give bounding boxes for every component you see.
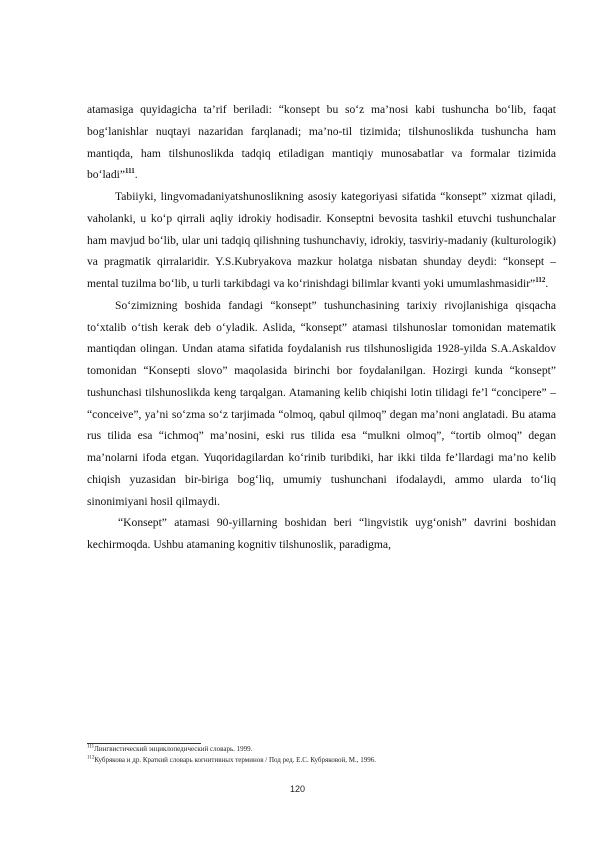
- paragraph-4: “Konsept” atamasi 90-yillarning boshidan beri “lingvistik uyg‘onish” davrini boshidan kechirmoqda. Ushbu atamaning kognitiv tilshunoslik, paradigma,: [87, 516, 556, 551]
- paragraph-1: atamasiga quyidagicha ta’rif beriladi: “konsept bu so‘z ma’nosi kabi tushuncha bo‘lib, faqat bog‘lanishlar nuqtayi nazaridan farqlanadi; ma’no-til tizimida; tilshunoslikda tushuncha ham mantiqda, ham tilshunoslikda tadqiq etiladigan mantiqiy munosabatlar va formalar tizimida bo‘ladi”$^{111}$.: [87, 103, 556, 182]
- footnote-text: Кубрякова и др. Краткий словарь когнитивных терминов / Под ред. Е.С. Кубряковой, М., 1996.: [94, 756, 376, 764]
- footnote-text: Лингвистический энциклопедический словарь. 1999.: [94, 745, 253, 753]
- paragraph-3: So‘zimizning boshida fandagi “konsept” tushunchasining tarixiy rivojlanishiga qisqacha to‘xtalib o‘tish kerak deb o‘yladik. Aslida, “konsept” atamasi tilshunoslar tomonidan matematik mantiqdan olingan. Undan atama sifatida foydalanish rus tilshunosligida 1928-yilda S.A.Askaldov tomonidan “Konsepti slovo” maqolasida birinchi bor foydalanilgan. Hozirgi kunda “konsept” tushunchasi tilshunoslikda keng tarqalgan. Atamaning kelib chiqishi lotin tilidagi fe’l “concipere” – “conceive”, ya’ni so‘zma so‘z tarjimada “olmoq, qabul qilmoq” degan ma’noni anglatadi. Bu atama rus tilida esa “ichmoq” ma’nosini, eski rus tilida esa “mulkni olmoq”, “tortib olmoq” degan ma’nolarni ifoda etgan. Yuqoridagilardan ko‘rinib turibdiki, har ikki tilda fe’llardagi ma’no kelib chiqish yuzasidan bir-biriga bog‘liq, umumiy tushunchani ifodalaydi, ammo ularda to‘liq sinonimiyani hosil qilmaydi.: [87, 298, 556, 508]
- page-number: 120: [289, 784, 306, 794]
- footnote-111: [87, 744, 556, 755]
- footnotes: [87, 744, 556, 766]
- paragraph-1-text: atamasiga quyidagicha ta’rif beriladi: “konsept bu so‘z ma’nosi kabi tushuncha bo‘lib, faqat bog‘lanishlar nuqtayi nazaridan farqlanadi; ma’no-til tizimida; tilshunoslikda tushuncha ham mantiqda, ham tilshunoslikda tadqiq etiladigan mantiqiy munosabatlar va formalar tizimida bo‘ladi”: [87, 103, 556, 182]
- page-body: [87, 99, 556, 556]
- footnote-ref-111: 111: [125, 167, 135, 176]
- paragraph-2: Tabiiyki, lingvomadaniyatshunoslikning asosiy kategoriyasi sifatida “konsept” xizmat qiladi, vaholanki, u ko‘p qirrali aqliy idrokiy hodisadir. Konseptni bevosita tashkil etuvchi tushunchalar ham mavjud bo‘lib, ular uni tadqiq qilishning tushunchaviy, idrokiy, tasviriy-madaniy (kulturologik) va pragmatik qirralaridir. Y.S.Kubryakova mazkur holatga nisbatan shunday deydi: “konsept – mental tuzilma bo‘lib, u turli tarkibdagi va ko‘rinishdagi bilimlar kvanti yoki umumlashmasidir”$^{112}$.: [87, 190, 556, 290]
- footnote-number: 112: [87, 755, 95, 761]
- footnote-112: [87, 755, 556, 766]
- footnote-ref-112: 112: [535, 276, 546, 285]
- footnote-number: 111: [87, 744, 95, 750]
- paragraph-2-text: Tabiiyki, lingvomadaniyatshunoslikning asosiy kategoriyasi sifatida “konsept” xizmat qiladi, vaholanki, u ko‘p qirrali aqliy idrokiy hodisadir. Konseptni bevosita tashkil etuvchi tushunchalar ham mavjud bo‘lib, ular uni tadqiq qilishning tushunchaviy, idrokiy, tasviriy-madaniy (kulturologik) va pragmatik qirralaridir. Y.S.Kubryakova mazkur holatga nisbatan shunday deydi: “konsept – mental tuzilma bo‘lib, u turli tarkibdagi va ko‘rinishdagi bilimlar kvanti yoki umumlashmasidir”: [87, 190, 556, 290]
